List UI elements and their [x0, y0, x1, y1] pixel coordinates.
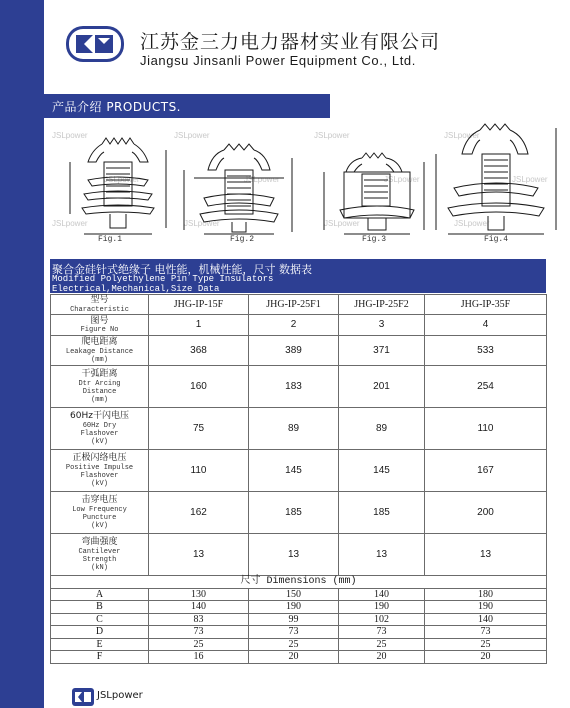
dimension-row	[51, 638, 547, 651]
svg-text:JSLpower: JSLpower	[244, 175, 280, 184]
svg-text:JSLpower: JSLpower	[454, 219, 490, 228]
svg-text:JSLpower: JSLpower	[314, 131, 350, 140]
table-cell: 73	[249, 626, 339, 639]
svg-text:JSLpower: JSLpower	[384, 175, 420, 184]
table-cell: 13	[339, 534, 425, 576]
dimension-label: A	[51, 588, 149, 601]
table-cell: 25	[425, 638, 547, 651]
row-label: 爬电距离 Leakage Distance (mm)	[51, 336, 149, 366]
table-cell: 150	[249, 588, 339, 601]
row-label: 图号 Figure No	[51, 315, 149, 336]
table-cell: 73	[149, 626, 249, 639]
table-cell: 185	[249, 492, 339, 534]
table-cell: 180	[425, 588, 547, 601]
table-cell: 73	[339, 626, 425, 639]
table-title-cn: 聚合金硅针式绝缘子 电性能，机械性能，尺寸 数据表	[52, 263, 312, 276]
row-label: 正极闪络电压 Positive Impulse Flashover (kV)	[51, 450, 149, 492]
table-cell: 200	[425, 492, 547, 534]
table-cell: 162	[149, 492, 249, 534]
table-cell: 13	[149, 534, 249, 576]
table-cell: 13	[249, 534, 339, 576]
table-cell: 3	[339, 315, 425, 336]
table-cell: 389	[249, 336, 339, 366]
products-section-bar	[44, 94, 330, 118]
model-4: JHG-IP-35F	[425, 295, 547, 315]
dimension-label: C	[51, 613, 149, 626]
footer-brand-text: JSLpower	[97, 690, 143, 701]
table-cell: 73	[425, 626, 547, 639]
insulator-drawings	[44, 118, 570, 250]
table-cell: 1	[149, 315, 249, 336]
table-cell: 83	[149, 613, 249, 626]
table-cell: 2	[249, 315, 339, 336]
table-cell: 371	[339, 336, 425, 366]
dimension-row	[51, 601, 547, 614]
dimensions-header-row	[51, 576, 547, 589]
svg-text:JSLpower: JSLpower	[184, 219, 220, 228]
table-cell: 190	[339, 601, 425, 614]
row-label: 60Hz干闪电压 60Hz Dry Flashover (kV)	[51, 408, 149, 450]
table-title-en-2: Electrical,Mechanical,Size Data	[52, 284, 220, 294]
table-row	[51, 408, 547, 450]
svg-text:JSLpower: JSLpower	[512, 175, 548, 184]
table-cell: 16	[149, 651, 249, 664]
dimension-label: D	[51, 626, 149, 639]
footer-logo-icon	[72, 688, 94, 706]
table-row	[51, 534, 547, 576]
dimension-row	[51, 588, 547, 601]
table-cell: 254	[425, 366, 547, 408]
left-blue-band	[0, 0, 44, 708]
table-cell: 110	[425, 408, 547, 450]
table-cell: 130	[149, 588, 249, 601]
dimension-row	[51, 613, 547, 626]
fig-label-1: Fig.1	[98, 235, 123, 244]
model-2: JHG-IP-25F1	[249, 295, 339, 315]
table-cell: 102	[339, 613, 425, 626]
svg-text:JSLpower: JSLpower	[324, 219, 360, 228]
table-cell: 4	[425, 315, 547, 336]
table-title-en-1: Modified Polyethylene Pin Type Insulators	[52, 274, 274, 284]
table-cell: 20	[339, 651, 425, 664]
table-cell: 145	[249, 450, 339, 492]
table-cell: 13	[425, 534, 547, 576]
model-3: JHG-IP-25F2	[339, 295, 425, 315]
table-cell: 160	[149, 366, 249, 408]
table-cell: 183	[249, 366, 339, 408]
table-row	[51, 366, 547, 408]
fig-label-2: Fig.2	[230, 235, 255, 244]
dimension-label: F	[51, 651, 149, 664]
svg-text:JSLpower: JSLpower	[174, 131, 210, 140]
table-cell: 201	[339, 366, 425, 408]
fig-label-3: Fig.3	[362, 235, 387, 244]
model-1: JHG-IP-15F	[149, 295, 249, 315]
svg-text:JSLpower: JSLpower	[104, 175, 140, 184]
row-label: 干弧距离 Dtr Arcing Distance (mm)	[51, 366, 149, 408]
dimension-label: B	[51, 601, 149, 614]
table-title-bar	[50, 259, 546, 293]
table-cell: 185	[339, 492, 425, 534]
table-cell: 140	[149, 601, 249, 614]
company-logo-icon	[66, 26, 124, 62]
table-cell: 25	[339, 638, 425, 651]
insulator-figures	[44, 118, 570, 250]
table-cell: 20	[249, 651, 339, 664]
svg-text:JSLpower: JSLpower	[52, 131, 88, 140]
row-label: 弯曲强度 Cantilever Strength (kN)	[51, 534, 149, 576]
table-cell: 368	[149, 336, 249, 366]
table-cell: 190	[249, 601, 339, 614]
spec-table	[50, 294, 547, 664]
table-row	[51, 492, 547, 534]
fig-label-4: Fig.4	[484, 235, 509, 244]
table-cell: 145	[339, 450, 425, 492]
row-label: 击穿电压 Low Frequency Puncture (kV)	[51, 492, 149, 534]
footer-brand	[70, 686, 190, 708]
table-cell: 25	[149, 638, 249, 651]
table-cell: 533	[425, 336, 547, 366]
company-header	[44, 0, 570, 90]
table-row	[51, 315, 547, 336]
table-cell: 75	[149, 408, 249, 450]
table-cell: 190	[425, 601, 547, 614]
section-title: 产品介绍 PRODUCTS.	[52, 100, 181, 114]
table-cell: 140	[339, 588, 425, 601]
characteristic-label: 型号 Characteristic	[51, 295, 149, 315]
table-row-models	[51, 295, 547, 315]
dimension-row	[51, 626, 547, 639]
dimensions-header: 尺寸 Dimensions (mm)	[51, 576, 547, 589]
table-cell: 20	[425, 651, 547, 664]
table-cell: 25	[249, 638, 339, 651]
dimension-label: E	[51, 638, 149, 651]
table-cell: 167	[425, 450, 547, 492]
table-cell: 140	[425, 613, 547, 626]
svg-text:JSLpower: JSLpower	[444, 131, 480, 140]
table-cell: 89	[339, 408, 425, 450]
table-row	[51, 336, 547, 366]
table-cell: 110	[149, 450, 249, 492]
table-row	[51, 450, 547, 492]
table-cell: 99	[249, 613, 339, 626]
company-name-en: Jiangsu Jinsanli Power Equipment Co., Ltd.	[140, 53, 416, 68]
dimension-row	[51, 651, 547, 664]
table-cell: 89	[249, 408, 339, 450]
company-name-cn: 江苏金三力电力器材实业有限公司	[140, 31, 441, 53]
svg-text:JSLpower: JSLpower	[52, 219, 88, 228]
